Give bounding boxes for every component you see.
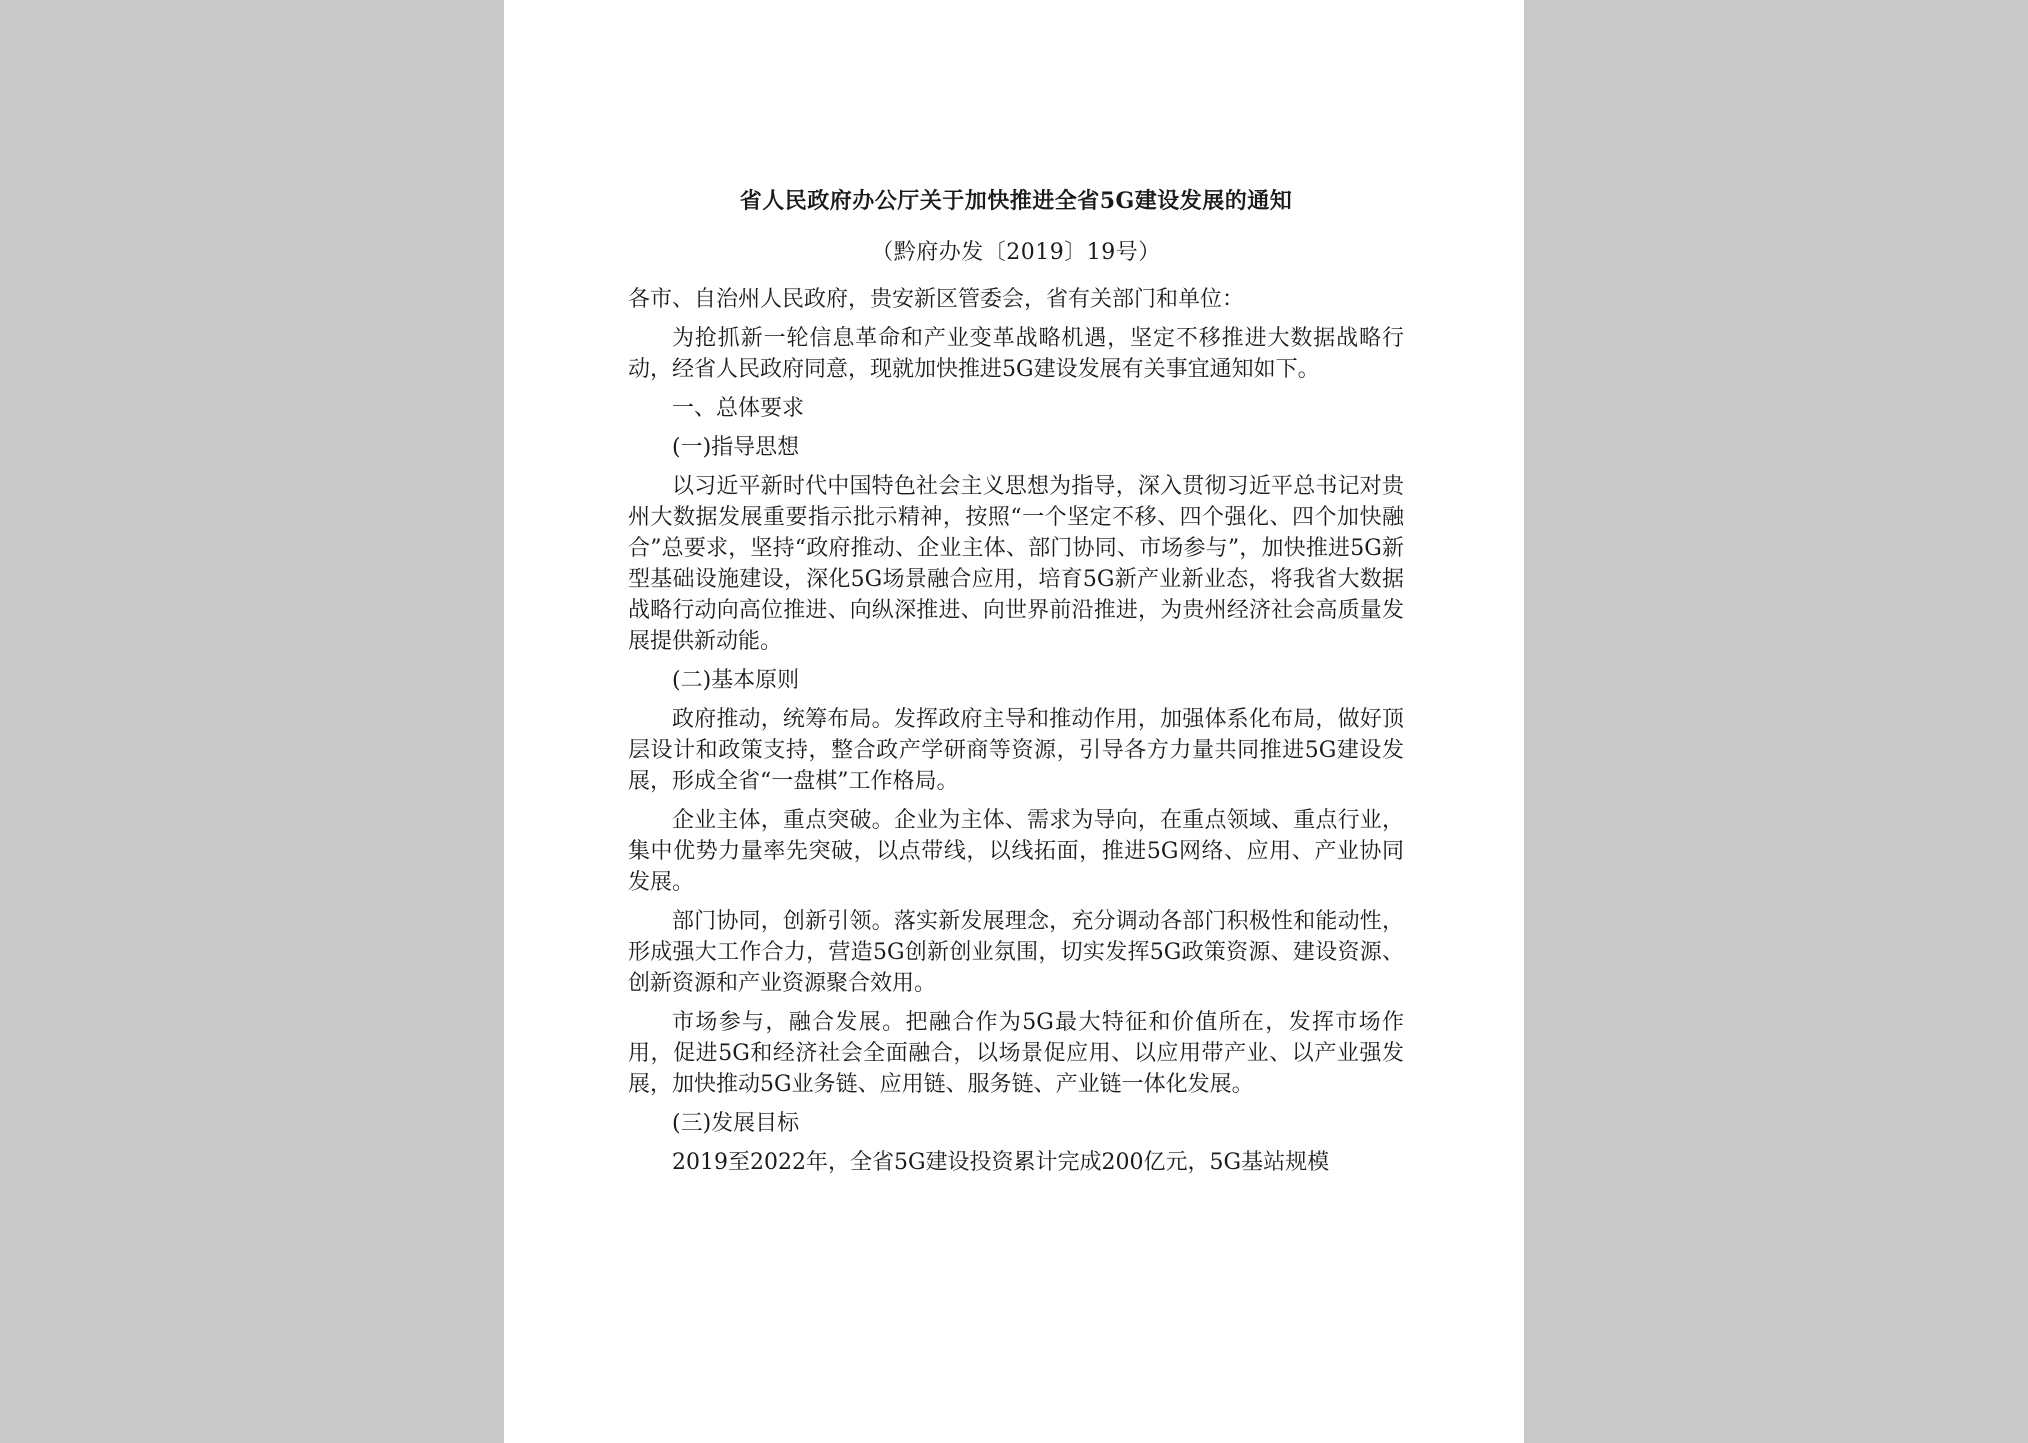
subheading-development-goals: (三)发展目标 [672, 1111, 800, 1136]
subheading-basic-principles: (二)基本原则 [672, 668, 800, 693]
principle-paragraph-enterprise: 企业主体，重点突破。企业为主体、需求为导向，在重点领域、重点行业，集中优势力量率先突破，以点带线，以线拓面，推进5G网络、应用、产业协同发展。 [628, 808, 1404, 895]
document-page [504, 0, 1524, 1443]
subheading-guiding-ideology: (一)指导思想 [672, 435, 800, 460]
document-number: （黔府办发〔2019〕19号） [871, 240, 1161, 265]
document-body [628, 184, 1404, 1186]
intro-paragraph: 为抢抓新一轮信息革命和产业变革战略机遇，坚定不移推进大数据战略行动，经省人民政府同意，现就加快推进5G建设发展有关事宜通知如下。 [628, 326, 1404, 382]
document-title: 省人民政府办公厅关于加快推进全省5G建设发展的通知 [739, 188, 1293, 214]
guiding-ideology-paragraph: 以习近平新时代中国特色社会主义思想为指导，深入贯彻习近平总书记对贵州大数据发展重要指示批示精神，按照“一个坚定不移、四个强化、四个加快融合”总要求，坚持“政府推动、企业主体、部门协同、市场参与”，加快推进5G新型基础设施建设，深化5G场景融合应用，培育5G新产业新业态，将我省大数据战略行动向高位推进、向纵深推进、向世界前沿推进，为贵州经济社会高质量发展提供新动能。 [628, 474, 1404, 654]
principle-paragraph-government: 政府推动，统筹布局。发挥政府主导和推动作用，加强体系化布局，做好顶层设计和政策支持，整合政产学研商等资源，引导各方力量共同推进5G建设发展，形成全省“一盘棋”工作格局。 [628, 707, 1404, 794]
section-heading-general-requirements: 一、总体要求 [672, 396, 805, 421]
principle-paragraph-market: 市场参与，融合发展。把融合作为5G最大特征和价值所在，发挥市场作用，促进5G和经济社会全面融合，以场景促应用、以应用带产业、以产业强发展，加快推动5G业务链、应用链、服务链、产业链一体化发展。 [628, 1010, 1404, 1097]
salutation: 各市、自治州人民政府，贵安新区管委会，省有关部门和单位： [628, 287, 1245, 312]
development-goals-paragraph: 2019至2022年，全省5G建设投资累计完成200亿元，5G基站规模 [672, 1150, 1330, 1175]
principle-paragraph-departments: 部门协同，创新引领。落实新发展理念，充分调动各部门积极性和能动性，形成强大工作合力，营造5G创新创业氛围，切实发挥5G政策资源、建设资源、创新资源和产业资源聚合效用。 [628, 909, 1404, 996]
